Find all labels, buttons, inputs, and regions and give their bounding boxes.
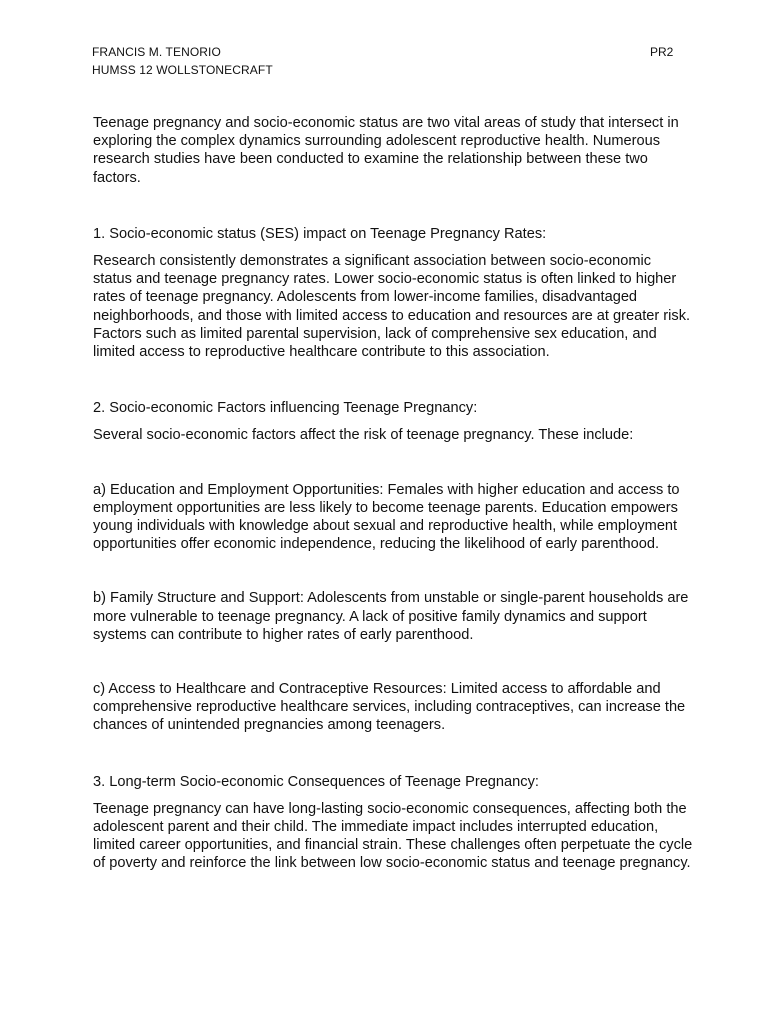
intro-paragraph: Teenage pregnancy and socio-economic status are two vital areas of study that intersect in exploring the complex dynamics surrounding adolescent reproductive health. Numerous research studies have been conducted to examine the relationship between these two factors. [93,115,679,186]
section-1-heading: 1. Socio-economic status (SES) impact on Teenage Pregnancy Rates: [93,225,547,242]
section-2-heading: 2. Socio-economic Factors influencing Teenage Pregnancy: [93,400,478,417]
section-3-body: Teenage pregnancy can have long-lasting socio-economic consequences, affecting both the adolescent parent and their child. The immediate impact includes interrupted education, limited career opportunities, and financial strain. These challenges often perpetuate the cycle of poverty and reinforce the link between low socio-economic status and teenage pregnancy. [93,800,693,872]
page-header-code: PR2 [650,45,674,59]
section-2-intro: Several socio-economic factors affect the risk of teenage pregnancy. These include: [93,427,634,444]
page-header-left [92,43,273,79]
document-body [93,114,693,873]
section-1-body: Research consistently demonstrates a significant association between socio-economic status and teenage pregnancy rates. Lower socio-economic status is often linked to higher rates of teenage pregnancy. Adolescents from lower-income families, disadvantaged neighborhoods, and those with limited access to education and resources are at greater risk. Factors such as limited parental supervision, lack of comprehensive sex education, and limited access to reproductive healthcare contribute to this association. [93,253,691,361]
section-2-item-c: c) Access to Healthcare and Contraceptive Resources: Limited access to affordable and comprehensive reproductive healthcare services, including contraceptives, can increase the chances of unintended pregnancies among teenagers. [93,681,686,734]
section-3-heading: 3. Long-term Socio-economic Consequences of Teenage Pregnancy: [93,773,539,790]
section-2-item-a: a) Education and Employment Opportunities: Females with higher education and access to employment opportunities are less likely to become teenage parents. Education empowers young individuals with knowledge about sexual and reproductive health, while employment opportunities offer economic independence, reducing the likelihood of early parenthood. [93,481,680,553]
section-2-item-b: b) Family Structure and Support: Adolescents from unstable or single-parent households are more vulnerable to teenage pregnancy. A lack of positive family dynamics and support systems can contribute to higher rates of early parenthood. [93,590,689,643]
author-name: FRANCIS M. TENORIO [92,45,221,59]
class-section: HUMSS 12 WOLLSTONECRAFT [92,63,273,77]
